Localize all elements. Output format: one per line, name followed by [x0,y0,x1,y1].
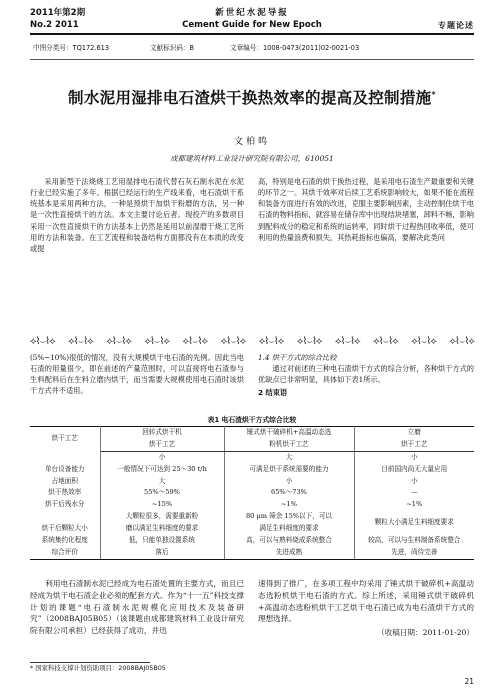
table-cell: ~15% [100,499,224,511]
table-header-cell: 粉机烘干工艺 [224,439,354,451]
received-date: （收稿日期：2011-01-20） [377,628,474,638]
article-number: 文章编号：1008-0473(2011)02-0021-03 [230,44,360,52]
table-row-label: 烘干后颗粒大小 [30,511,100,535]
journal-title-cn: 新世纪水泥导报 [215,8,289,18]
header-rule [30,33,474,35]
table-cell: ~1% [224,499,354,511]
table-cell: 65%～73% [224,487,354,499]
table-caption: 表1 电石渣烘干方式综合比较 [207,416,297,424]
table-cell: 高，可以与熟料烧成系统整合 [224,535,354,547]
article-title-text: 制水泥用湿排电石渣烘干换热效率的提高及控制措施 [68,88,432,107]
table-cell: 小 [410,452,418,461]
paragraph: (5%~10%)很低的情况，没有大规模烘干电石渣的先例。因此当电石渣的用量很少，即在前述的产量范围时，可以直接将电石渣参与生料配料后在生料立磨内烘干，而当需要大规模使用电石渣时该烘干方式并不适用。 [30,353,244,396]
table-cell: 一般情况下可达到 25～30 t/h [100,464,224,476]
table-cell: 磨以满足生料细度的要求 [100,523,224,535]
table-row [30,476,474,488]
article-title [0,86,504,110]
table-row [30,547,474,559]
table-cell: 80 μm 筛余 15%以下，可以 [224,511,354,523]
table-cell: 先进，尚待完善 [354,547,474,559]
table-header-row [30,427,474,439]
table-cell: 较高，可以与生料制备系统整合 [368,536,461,545]
table-cell: 先进成熟 [224,547,354,559]
body-left-column-1 [30,176,244,334]
table-row-label: 占地面积 [30,476,100,488]
body-right-column-2 [258,352,474,412]
paragraph: 高，特别是电石渣的烘干换热过程，是采用电石渣生产最重要和关键的环节之一。其烘干效率对后续工艺系统影响较大，如果不能在流程和装备方面进行有效的改进，克服主要影响因素，主动控制住烘干电石渣的物料指标，就容易在储存库中出现结块堵塞，卸料不畅，影响到配料成分的稳定和系统的运转率，同时烘干过程热回收率低，使可利用的热量浪费和损失，其热耗指标也偏高，要解决此类问 [258,177,474,242]
table-cell: 满足生料细度的要求 [224,523,354,535]
table-header-cell: 锤式烘干破碎机+高温动态选 [224,427,354,439]
document-code: 文献标识码：B [150,44,195,52]
body-right-column-3 [258,578,474,658]
author-name: 文柏鸣 [233,137,270,147]
table-header-cell: 回转式烘干机 [100,427,224,439]
table-row-label: 烘干热效率 [30,487,100,499]
section-heading: 2 结束语 [258,388,288,398]
table-row [30,451,474,463]
footnote: * 国家科技支撑计划资助项目：2008BAJ05B05 [30,664,166,672]
journal-title-en: Cement Guide for New Epoch [182,20,322,30]
paragraph: 利用电石渣制水泥已经成为电石渣处置的主要方式，而且已经成为烘干电石渣企业必须的配套方式。作为“十一五”科技支撑计划的课题“电石渣制水泥规模化应用技术及装备研究”（2008BAJ05B05）（该课题由成都建筑材料工业设计研究院有限公司承担）已经获得了成功，并迅 [30,579,244,636]
table-cell: 大 [224,451,354,463]
comparison-table [30,426,474,560]
author-affiliation: 成都建筑材料工业设计研究院有限公司，610051 [170,154,334,163]
table-cell: — [410,488,418,497]
issue-no: No.2 2011 [30,20,79,30]
table-row [30,487,474,499]
table-cell: 小 [224,476,354,488]
table-cell: 目前国内尚无大量应用 [381,464,448,473]
footnote-rule [30,662,150,663]
meta-rule [30,59,474,60]
table-row [30,499,474,511]
table-row-label: 系统集约化程度 [30,535,100,547]
table-row-label: 单台设备能力 [30,451,100,475]
body-right-column-1 [258,176,474,334]
table-row-label: 综合评价 [30,547,100,559]
table-cell: 小 [410,476,418,485]
clc-number: 中图分类号：TQ172.613 [33,44,110,52]
table-cell: 颗粒大小满足生料细度要求 [374,518,454,527]
table-cell: 大 [100,476,224,488]
paragraph: 速得到了推广，在多项工程中均采用了锤式烘干破碎机+高温动态选粉机烘干电石渣的方式。综上所述，采用锤式烘干破碎机+高温动态选粉机烘干工艺烘干电石渣已成为电石渣烘干方式的理想选择。 [258,579,474,624]
table-row [30,511,474,523]
body-left-column-3 [30,578,244,658]
table-cell: 落后 [100,547,224,559]
table-header-cell: 烘干工艺 [100,439,224,451]
table-cell: 小 [100,451,224,463]
table-header-cell: 烘干工艺 [354,439,474,451]
table-cell: 可满足烘干系统需要的能力 [224,464,354,476]
table-header-cell: 立磨 [354,427,474,439]
table-header-label: 烘干工艺 [30,427,100,452]
table-row [30,535,474,547]
section-label: 专题论述 [438,20,474,30]
table-cell: 55%～59% [100,487,224,499]
table-cell: ~1% [406,500,423,509]
paragraph: 采用新型干法烧烧工艺用湿排电石渣代替石灰石制水泥在水泥行业已经实施了多年。根据已经运行的生产线来看，电石渣烘干系统基本是采用两种方法，一种是预烘干加烘干粉磨的方法，另一种是一次性直接烘干的方法。本文主要讨论后者。现投产的多数项目采用一次性直接烘干的方法基本上仍然是延用以前湿磨干烧工艺所用的方法和装备。在工艺流程和装备结构方面都没有在本质的改变或提 [30,177,244,253]
table-row-label: 烘干后残水分 [30,499,100,511]
table-cell: 大颗粒很多，需要重新粉 [100,511,224,523]
title-footnote-mark: * [431,88,436,99]
table-cell: 低，只能单独设置系统 [100,535,224,547]
body-left-column-2 [30,352,244,412]
page-number: 21 [464,677,474,686]
paragraph: 通过对前述的三种电石渣烘干方式的综合分析，各种烘干方式的优缺点已非常明显，具体如下表1所示。 [258,364,474,385]
subsection-heading: 1.4 烘干方式的综合比较 [258,353,337,362]
issue-cn: 2011年第2期 [30,8,86,18]
ornament-divider: ⟡⌇⌣⌇⟡ ⟡⌇⌣⌇⟡ ⟡⌇⌣⌇⟡ ⟡⌇⌣⌇⟡ ⟡⌇⌣⌇⟡ ⟡⌇⌣⌇⟡ ⟡⌇⌣⌇⟡ ⟡⌇⌣⌇⟡ ⟡⌇⌣⌇⟡ ⟡⌇⌣⌇⟡ ⟡⌇⌣⌇⟡ ⟡⌇⌣⌇⟡ [30,336,474,348]
